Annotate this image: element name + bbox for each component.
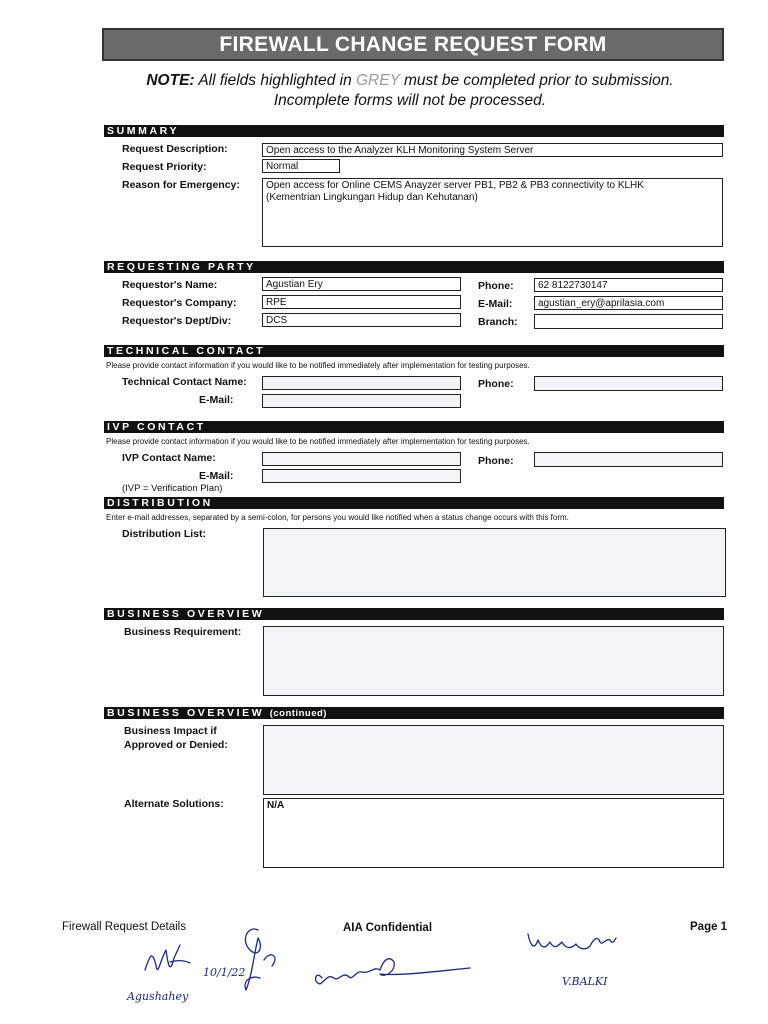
- requestor-dept-field[interactable]: DCS: [262, 313, 461, 327]
- business-overview-continued-header: [104, 707, 724, 719]
- requesting-party-header: REQUESTING PARTY: [104, 261, 724, 273]
- ivp-definition-note: (IVP = Verification Plan): [122, 483, 223, 494]
- requestor-company-field[interactable]: RPE: [262, 295, 461, 309]
- business-impact-label-line-1: Business Impact if: [124, 725, 217, 737]
- alternate-solutions-field[interactable]: N/A: [263, 798, 724, 868]
- request-description-field[interactable]: Open access to the Analyzer KLH Monitoring System Server: [262, 143, 723, 157]
- distribution-header: DISTRIBUTION: [104, 497, 724, 509]
- ivp-contact-email-field[interactable]: [262, 469, 461, 483]
- requestor-email-field[interactable]: agustian_ery@aprilasia.com: [534, 296, 723, 310]
- business-overview-continued-title: BUSINESS OVERVIEW: [107, 707, 265, 719]
- signature-date: 10/1/22: [203, 966, 246, 979]
- distribution-instruction: Enter e-mail addresses, separated by a semi-colon, for persons you would like notified when a status change occurs with this form.: [106, 513, 569, 522]
- reason-line-2: (Kementrian Lingkungan Hidup dan Kehutanan): [266, 192, 478, 203]
- requestor-name-label: Requestor's Name:: [122, 279, 218, 291]
- signature-4: [528, 934, 616, 949]
- ivp-contact-name-field[interactable]: [262, 452, 461, 466]
- signature-3: [316, 959, 470, 984]
- requestor-dept-label: Requestor's Dept/Div:: [122, 315, 232, 327]
- note-text-1: All fields highlighted in: [198, 72, 352, 89]
- ivp-contact-instruction: Please provide contact information if you would like to be notified immediately after implementation for testing purposes.: [106, 437, 530, 446]
- footer-center: AIA Confidential: [343, 922, 433, 934]
- requestor-phone-field[interactable]: 62 8122730147: [534, 278, 723, 292]
- form-title: FIREWALL CHANGE REQUEST FORM: [102, 28, 724, 61]
- note-prefix: NOTE:: [146, 72, 195, 89]
- request-priority-field[interactable]: Normal: [262, 159, 340, 173]
- note-text-2: must be completed prior to submission.: [403, 72, 674, 89]
- requestor-phone-label: Phone:: [478, 280, 514, 292]
- requestor-branch-label: Branch:: [478, 316, 518, 328]
- business-requirement-label: Business Requirement:: [124, 626, 242, 638]
- request-priority-label: Request Priority:: [122, 161, 207, 173]
- footer-left: Firewall Request Details: [62, 921, 186, 933]
- business-overview-header: BUSINESS OVERVIEW: [104, 608, 724, 620]
- business-overview-continued-suffix: (continued): [269, 708, 327, 719]
- note-line-1: [100, 72, 720, 90]
- technical-contact-phone-label: Phone:: [478, 378, 514, 390]
- signature-1: [145, 945, 190, 970]
- reason-for-emergency-field[interactable]: [262, 178, 723, 247]
- requestor-company-label: Requestor's Company:: [122, 297, 237, 309]
- business-requirement-field[interactable]: [263, 626, 724, 696]
- ivp-contact-phone-field[interactable]: [534, 452, 723, 467]
- distribution-list-label: Distribution List:: [122, 528, 206, 540]
- technical-contact-name-field[interactable]: [262, 376, 461, 390]
- signature-name-1: Agushahey: [127, 990, 189, 1003]
- technical-contact-phone-field[interactable]: [534, 376, 723, 391]
- reason-for-emergency-label: Reason for Emergency:: [122, 179, 240, 191]
- requestor-name-field[interactable]: Agustian Ery: [262, 277, 461, 291]
- technical-contact-instruction: Please provide contact information if you would like to be notified immediately after implementation for testing purposes.: [106, 361, 530, 370]
- technical-contact-email-field[interactable]: [262, 394, 461, 408]
- footer-right: Page 1: [690, 921, 728, 933]
- technical-contact-name-label: Technical Contact Name:: [122, 376, 247, 388]
- technical-contact-email-label: E-Mail:: [199, 394, 234, 406]
- request-description-label: Request Description:: [122, 143, 228, 155]
- requestor-branch-field[interactable]: [534, 314, 723, 329]
- note-grey-word: GREY: [356, 72, 400, 89]
- business-impact-label-line-2: Approved or Denied:: [124, 739, 228, 751]
- ivp-contact-header: IVP CONTACT: [104, 421, 724, 433]
- reason-line-1: Open access for Online CEMS Anayzer server PB1, PB2 & PB3 connectivity to KLHK: [266, 180, 644, 191]
- ivp-contact-email-label: E-Mail:: [199, 470, 234, 482]
- business-impact-field[interactable]: [263, 725, 724, 795]
- signature-2: [245, 929, 275, 990]
- ivp-contact-phone-label: Phone:: [478, 455, 514, 467]
- note-line-2: Incomplete forms will not be processed.: [273, 92, 547, 109]
- alternate-solutions-label: Alternate Solutions:: [124, 798, 224, 810]
- signature-name-2: V.BALKI: [562, 975, 608, 988]
- technical-contact-header: TECHNICAL CONTACT: [104, 345, 724, 357]
- summary-header: SUMMARY: [104, 125, 724, 137]
- requestor-email-label: E-Mail:: [478, 298, 513, 310]
- ivp-contact-name-label: IVP Contact Name:: [122, 452, 216, 464]
- distribution-list-field[interactable]: [263, 528, 726, 597]
